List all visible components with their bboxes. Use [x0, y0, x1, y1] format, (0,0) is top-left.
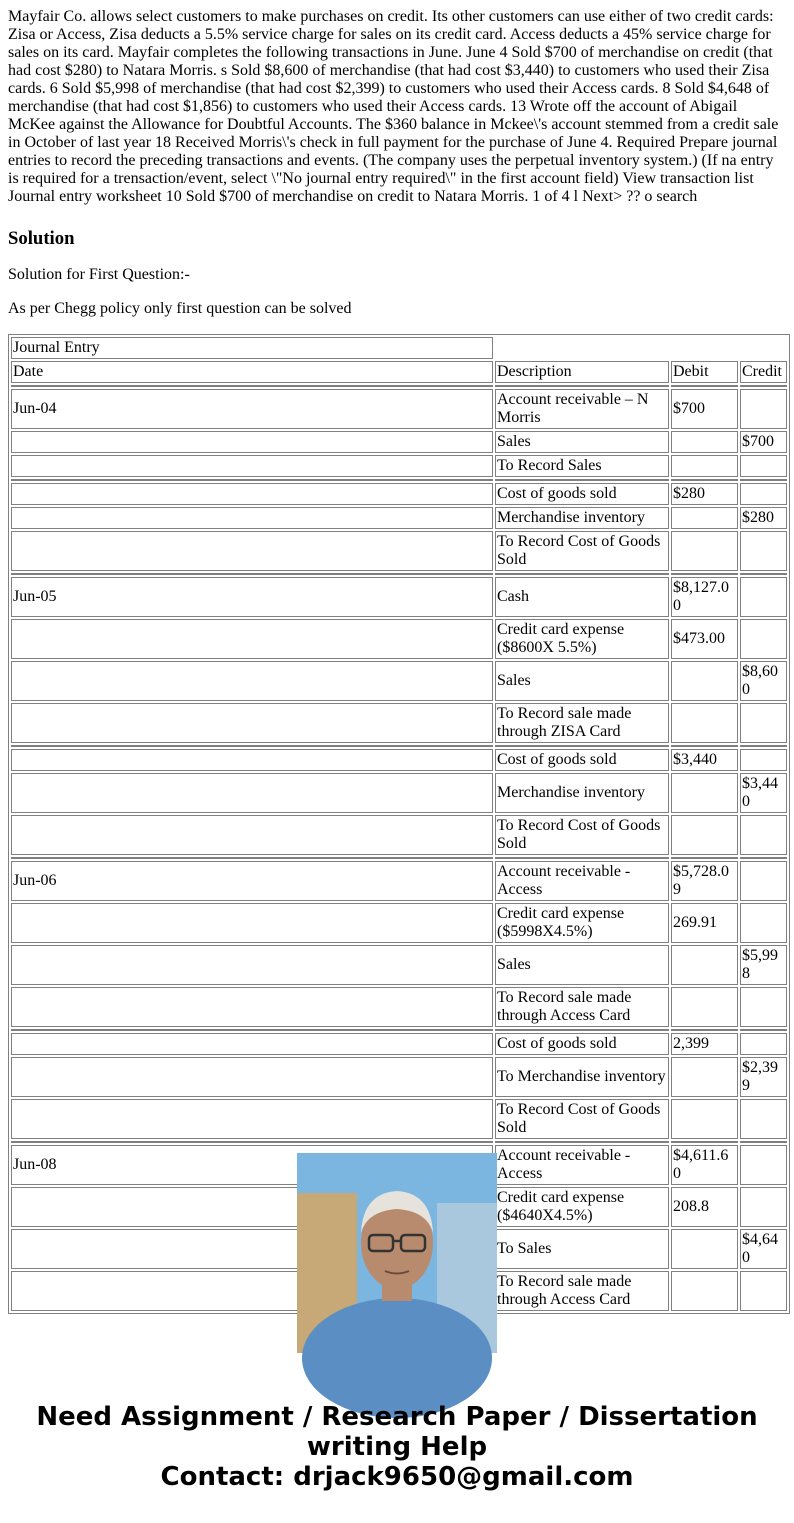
separator-cell	[671, 1141, 738, 1143]
table-row	[11, 507, 787, 529]
debit-cell: $3,440	[671, 749, 738, 771]
description-cell: Credit card expense ($5998X4.5%)	[495, 903, 669, 943]
table-row	[11, 945, 787, 985]
description-cell: To Record Cost of Goods Sold	[495, 1099, 669, 1139]
debit-cell: 269.91	[671, 903, 738, 943]
credit-cell	[740, 483, 787, 505]
group-separator	[11, 1141, 787, 1143]
table-header-row	[11, 361, 787, 383]
credit-cell: $5,998	[740, 945, 787, 985]
credit-cell: $3,440	[740, 773, 787, 813]
promo-contact: Contact: drjack9650@gmail.com	[160, 1462, 634, 1492]
page-content	[8, 8, 786, 1308]
description-cell: To Record Cost of Goods Sold	[495, 531, 669, 571]
table-row	[11, 1099, 787, 1139]
date-cell: Jun-08	[11, 1145, 493, 1185]
debit-cell	[671, 703, 738, 743]
debit-cell	[671, 987, 738, 1027]
credit-cell: $4,640	[740, 1229, 787, 1269]
date-cell: Jun-04	[11, 389, 493, 429]
credit-cell	[740, 987, 787, 1027]
separator-cell	[740, 1141, 787, 1143]
description-cell: Account receivable - Access	[495, 1145, 669, 1185]
debit-cell	[671, 455, 738, 477]
table-row	[11, 1057, 787, 1097]
avatar-photo-icon	[297, 1153, 497, 1353]
credit-cell	[740, 861, 787, 901]
header-debit: Debit	[671, 361, 738, 383]
credit-cell	[740, 531, 787, 571]
separator-cell	[671, 573, 738, 575]
description-cell: To Record sale made through Access Card	[495, 987, 669, 1027]
date-cell	[11, 987, 493, 1027]
solution-heading: Solution	[8, 228, 75, 249]
separator-cell	[671, 857, 738, 859]
debit-cell: 2,399	[671, 1033, 738, 1055]
description-cell: Cost of goods sold	[495, 483, 669, 505]
description-cell: Merchandise inventory	[495, 507, 669, 529]
separator-cell	[495, 1029, 669, 1031]
description-cell: To Record sale made through ZISA Card	[495, 703, 669, 743]
table-row	[11, 619, 787, 659]
date-cell	[11, 703, 493, 743]
debit-cell	[671, 661, 738, 701]
table-row	[11, 987, 787, 1027]
separator-cell	[495, 573, 669, 575]
table-row	[11, 1033, 787, 1055]
credit-cell	[740, 1187, 787, 1227]
credit-cell	[740, 815, 787, 855]
table-row	[11, 773, 787, 813]
date-cell	[11, 903, 493, 943]
description-cell: Cost of goods sold	[495, 1033, 669, 1055]
group-separator	[11, 857, 787, 859]
table-row	[11, 483, 787, 505]
table-row	[11, 455, 787, 477]
credit-cell: $700	[740, 431, 787, 453]
separator-cell	[495, 385, 669, 387]
separator-cell	[11, 385, 493, 387]
credit-cell	[740, 1099, 787, 1139]
date-cell	[11, 1057, 493, 1097]
separator-cell	[11, 857, 493, 859]
separator-cell	[740, 479, 787, 481]
table-row	[11, 531, 787, 571]
credit-cell	[740, 1271, 787, 1311]
table-title: Journal Entry	[11, 337, 493, 359]
credit-cell	[740, 703, 787, 743]
solution-intro: Solution for First Question:-	[8, 266, 190, 283]
description-cell: To Record Sales	[495, 455, 669, 477]
header-credit: Credit	[740, 361, 787, 383]
header-date: Date	[11, 361, 493, 383]
table-row	[11, 815, 787, 855]
debit-cell: $473.00	[671, 619, 738, 659]
description-cell: Credit card expense ($8600X 5.5%)	[495, 619, 669, 659]
date-cell	[11, 749, 493, 771]
description-cell: Account receivable – N Morris	[495, 389, 669, 429]
separator-cell	[495, 857, 669, 859]
date-cell	[11, 1033, 493, 1055]
table-row	[11, 661, 787, 701]
separator-cell	[671, 479, 738, 481]
journal-table-viewport	[8, 334, 786, 1308]
group-separator	[11, 745, 787, 747]
credit-cell: $280	[740, 507, 787, 529]
credit-cell: $2,399	[740, 1057, 787, 1097]
table-row	[11, 903, 787, 943]
date-cell	[11, 773, 493, 813]
table-row	[11, 577, 787, 617]
description-cell: To Sales	[495, 1229, 669, 1269]
policy-note: As per Chegg policy only first question can be solved	[8, 300, 352, 317]
separator-cell	[740, 857, 787, 859]
separator-cell	[11, 745, 493, 747]
separator-cell	[495, 1141, 669, 1143]
debit-cell	[671, 1271, 738, 1311]
description-cell: Sales	[495, 945, 669, 985]
table-row	[11, 749, 787, 771]
date-cell	[11, 531, 493, 571]
credit-cell	[740, 903, 787, 943]
debit-cell: $4,611.60	[671, 1145, 738, 1185]
separator-cell	[495, 479, 669, 481]
separator-cell	[495, 745, 669, 747]
debit-cell	[671, 1099, 738, 1139]
debit-cell	[671, 1057, 738, 1097]
group-separator	[11, 385, 787, 387]
date-cell: Jun-06	[11, 861, 493, 901]
question-text: Mayfair Co. allows select customers to make purchases on credit. Its other customers can use either of two credit cards: Zisa or Access, Zisa deducts a 5.5% service charge for sales on its credit card. Access deducts a 45% service charge for sales on its card. Mayfair completes the following transactions in June. June 4 Sold $700 of merchandise on credit (that had cost $280) to Natara Morris. s Sold $8,600 of merchandise (that had cost $3,440) to customers who used their Zisa cards. 6 Sold $5,998 of merchandise (that had cost $2,399) to customers who used their Access cards. 8 Sold $4,648 of merchandise (that had cost $1,856) to customers who used their Access cards. 13 Wrote off the account of Abigail McKee against the Allowance for Doubtful Accounts. The $360 balance in Mckee\'s account stemmed from a credit sale in October of last year 18 Received Morris\'s check in full payment for the purchase of June 4. Required Prepare journal entries to record the preceding transactions and events. (The company uses the perpetual inventory system.) (If na entry is required for a trensaction/event, select \"No journal entry required\" in the first account field) View transaction list Journal entry worksheet 10 Sold $700 of merchandise on credit to Natara Morris. 1 of 4 l Next> ?? o search	[8, 8, 779, 205]
date-cell: Jun-05	[11, 577, 493, 617]
separator-cell	[671, 745, 738, 747]
description-cell: To Record Cost of Goods Sold	[495, 815, 669, 855]
debit-cell	[671, 431, 738, 453]
header-description: Description	[495, 361, 669, 383]
debit-cell	[671, 773, 738, 813]
group-separator	[11, 479, 787, 481]
date-cell	[11, 483, 493, 505]
promo-banner	[0, 1402, 794, 1492]
separator-cell	[740, 1029, 787, 1031]
debit-cell: $280	[671, 483, 738, 505]
avatar	[297, 1153, 497, 1353]
debit-cell	[671, 815, 738, 855]
credit-cell	[740, 749, 787, 771]
promo-line-1: Need Assignment / Research Paper / Dissertation	[36, 1402, 758, 1432]
description-cell: Cost of goods sold	[495, 749, 669, 771]
debit-cell	[671, 1229, 738, 1269]
table-row	[11, 703, 787, 743]
description-cell: To Record sale made through Access Card	[495, 1271, 669, 1311]
table-title-row	[11, 337, 787, 359]
table-row	[11, 389, 787, 429]
debit-cell: $5,728.09	[671, 861, 738, 901]
debit-cell	[671, 507, 738, 529]
date-cell	[11, 619, 493, 659]
credit-cell	[740, 389, 787, 429]
date-cell	[11, 507, 493, 529]
debit-cell: $700	[671, 389, 738, 429]
separator-cell	[740, 573, 787, 575]
table-row	[11, 431, 787, 453]
debit-cell	[671, 945, 738, 985]
credit-cell	[740, 619, 787, 659]
description-cell: Account receivable - Access	[495, 861, 669, 901]
date-cell	[11, 1099, 493, 1139]
credit-cell	[740, 1145, 787, 1185]
separator-cell	[671, 385, 738, 387]
group-separator	[11, 573, 787, 575]
date-cell	[11, 431, 493, 453]
debit-cell	[671, 531, 738, 571]
separator-cell	[740, 745, 787, 747]
separator-cell	[740, 385, 787, 387]
promo-line-2: writing Help	[306, 1432, 488, 1462]
separator-cell	[671, 1029, 738, 1031]
separator-cell	[11, 1141, 493, 1143]
credit-cell	[740, 1033, 787, 1055]
description-cell: Cash	[495, 577, 669, 617]
credit-cell: $8,600	[740, 661, 787, 701]
table-row	[11, 861, 787, 901]
description-cell: To Merchandise inventory	[495, 1057, 669, 1097]
separator-cell	[11, 1029, 493, 1031]
separator-cell	[11, 479, 493, 481]
credit-cell	[740, 577, 787, 617]
date-cell	[11, 661, 493, 701]
description-cell: Credit card expense ($4640X4.5%)	[495, 1187, 669, 1227]
date-cell	[11, 815, 493, 855]
debit-cell: $8,127.00	[671, 577, 738, 617]
group-separator	[11, 1029, 787, 1031]
credit-cell	[740, 455, 787, 477]
date-cell	[11, 455, 493, 477]
description-cell: Sales	[495, 431, 669, 453]
description-cell: Merchandise inventory	[495, 773, 669, 813]
separator-cell	[11, 573, 493, 575]
debit-cell: 208.8	[671, 1187, 738, 1227]
description-cell: Sales	[495, 661, 669, 701]
date-cell	[11, 945, 493, 985]
table-title-filler	[495, 337, 787, 359]
